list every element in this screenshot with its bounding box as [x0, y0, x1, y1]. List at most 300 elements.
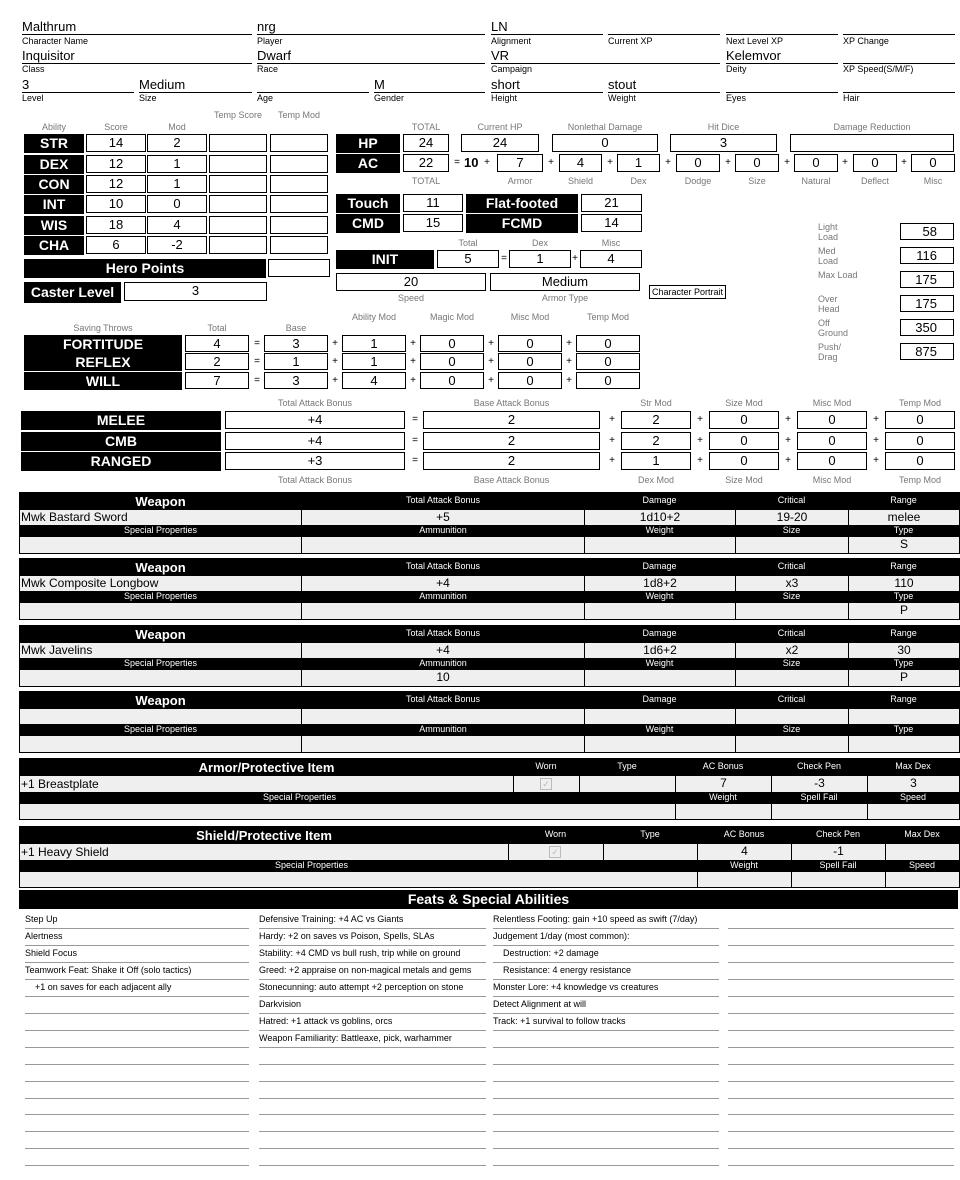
weapon-size-header: Size — [782, 591, 801, 601]
feat-line[interactable]: Destruction: +2 damage — [493, 946, 719, 963]
flat-footed-value[interactable]: 21 — [581, 194, 642, 212]
ac-size[interactable]: 0 — [735, 154, 779, 172]
feat-line[interactable] — [728, 1014, 954, 1031]
height-field[interactable] — [491, 76, 603, 93]
feat-line[interactable] — [728, 1115, 954, 1132]
armor-max-dex[interactable]: 3 — [867, 776, 959, 792]
weapon-weight-header: Weight — [645, 591, 674, 601]
init-dex[interactable]: 1 — [509, 250, 571, 268]
feat-line[interactable]: Relentless Footing: gain +10 speed as swift (7/day) — [493, 912, 719, 929]
character-portrait[interactable]: Character Portrait — [649, 285, 726, 299]
weapon-type[interactable]: P — [848, 670, 959, 686]
ability-int-score[interactable]: 10 — [86, 195, 146, 213]
feat-line[interactable] — [493, 1031, 719, 1048]
ability-int: INT — [24, 195, 84, 214]
shield-speed[interactable] — [885, 872, 959, 887]
weapon-critical[interactable]: 19-20 — [735, 510, 848, 525]
feat-line[interactable] — [259, 1048, 486, 1065]
weight-value: stout — [608, 77, 637, 92]
over-head-value[interactable]: 175 — [900, 295, 954, 312]
feat-line[interactable] — [728, 963, 954, 980]
level-label: Level — [22, 93, 44, 103]
feat-line[interactable] — [728, 1132, 954, 1149]
weapon-type[interactable] — [848, 736, 959, 752]
feat-line[interactable] — [259, 1149, 486, 1166]
weapon-ammo[interactable] — [301, 537, 584, 553]
hair-field[interactable] — [843, 76, 955, 93]
fortitude-misc[interactable]: 0 — [498, 335, 562, 352]
ability-con-temp-score[interactable] — [209, 175, 267, 193]
ability-dex-temp-mod[interactable] — [270, 155, 328, 173]
feat-line[interactable] — [728, 912, 954, 929]
feat-line[interactable] — [25, 1149, 249, 1166]
hp-total[interactable]: 24 — [403, 134, 449, 152]
armor-name[interactable]: +1 Breastplate — [21, 777, 99, 791]
weapon-size[interactable] — [735, 603, 848, 619]
cmd-value[interactable]: 15 — [403, 214, 463, 232]
melee-base[interactable]: 2 — [423, 411, 600, 429]
weapon-type[interactable]: P — [848, 603, 959, 619]
feat-line[interactable] — [493, 1065, 719, 1082]
feat-line[interactable] — [728, 1065, 954, 1082]
hp-total-header: TOTAL — [411, 122, 441, 132]
plus-sign: + — [410, 356, 416, 367]
fortitude-magic[interactable]: 0 — [420, 335, 484, 352]
size-value: Medium — [139, 77, 186, 92]
weapon-critical-header: Critical — [777, 561, 806, 571]
feat-line[interactable] — [728, 929, 954, 946]
alignment-field[interactable] — [491, 18, 603, 35]
race-label: Race — [257, 64, 279, 74]
weapon-critical[interactable]: x3 — [735, 576, 848, 591]
melee-size-mod[interactable]: 0 — [709, 411, 779, 429]
hero-points-field[interactable] — [268, 259, 330, 277]
feat-line[interactable] — [259, 1115, 486, 1132]
player-label: Player — [257, 36, 283, 46]
feat-line[interactable]: Darkvision — [259, 997, 486, 1014]
weapon-range[interactable]: 110 — [848, 576, 959, 591]
feat-line[interactable] — [259, 1065, 486, 1082]
feat-line[interactable]: Stonecunning: auto attempt +2 perception on stone — [259, 980, 486, 997]
reflex-temp[interactable]: 0 — [576, 353, 640, 370]
equals-sign: = — [501, 253, 507, 264]
save-ability-header: Ability Mod — [351, 312, 396, 322]
feat-line[interactable] — [493, 1098, 719, 1115]
cmb-base[interactable]: 2 — [423, 432, 600, 450]
melee-temp-mod[interactable]: 0 — [885, 411, 955, 429]
off-ground-value[interactable]: 350 — [900, 319, 954, 336]
plus-sign: + — [332, 338, 338, 349]
fortitude-temp[interactable]: 0 — [576, 335, 640, 352]
fcmd-value[interactable]: 14 — [581, 214, 642, 232]
equals-sign: = — [412, 435, 418, 446]
save-total-header: Total — [207, 323, 227, 333]
feat-line[interactable] — [728, 1098, 954, 1115]
current-xp-field[interactable] — [608, 18, 720, 35]
ac-dodge[interactable]: 0 — [676, 154, 720, 172]
plus-sign: + — [566, 375, 572, 386]
feat-line[interactable] — [25, 1115, 249, 1132]
over-head-label: Over Head — [818, 294, 840, 314]
weapon-damage[interactable]: 1d8+2 — [584, 576, 735, 591]
max-load-value[interactable]: 175 — [900, 271, 954, 288]
level-value: 3 — [22, 77, 30, 92]
feat-line[interactable] — [259, 1132, 486, 1149]
feat-line[interactable] — [728, 997, 954, 1014]
feat-line[interactable]: Judgement 1/day (most common): — [493, 929, 719, 946]
ranged-size-mod[interactable]: 0 — [709, 452, 779, 470]
will-ability[interactable]: 4 — [342, 372, 406, 389]
ability-str-temp-score[interactable] — [209, 134, 267, 152]
race-value: Dwarf — [257, 48, 291, 63]
race-field[interactable] — [257, 47, 485, 64]
plus-sign: + — [488, 375, 494, 386]
armor-worn-checkbox[interactable]: ✓ — [540, 778, 552, 790]
alignment-value: LN — [491, 19, 508, 34]
feat-line[interactable] — [728, 1048, 954, 1065]
ability-wis-mod[interactable]: 4 — [147, 216, 207, 234]
weapon-total-header: Total Attack Bonus — [405, 694, 481, 704]
cmb-str-mod[interactable]: 2 — [621, 432, 691, 450]
ability-wis-score[interactable]: 18 — [86, 216, 146, 234]
class-label: Class — [22, 64, 45, 74]
base-attack-footer: Base Attack Bonus — [473, 475, 550, 485]
deity-label: Deity — [726, 64, 747, 74]
flat-footed-label: Flat-footed — [466, 194, 578, 213]
feat-line[interactable] — [728, 1149, 954, 1166]
weapon-ammo[interactable] — [301, 603, 584, 619]
plus-sign: + — [697, 414, 703, 425]
touch-label: Touch — [336, 194, 400, 213]
ac-shield[interactable]: 4 — [559, 154, 602, 172]
feat-line[interactable]: +1 on saves for each adjacent ally — [25, 980, 249, 997]
feat-line[interactable]: Greed: +2 appraise on non-magical metals and gems — [259, 963, 486, 980]
feat-line[interactable] — [25, 997, 249, 1014]
ability-dex-score[interactable]: 12 — [86, 155, 146, 173]
will-total[interactable]: 7 — [185, 372, 249, 389]
weapon-name[interactable]: Mwk Javelins — [21, 643, 93, 657]
gender-field[interactable] — [374, 76, 485, 93]
weapon-damage[interactable]: 1d6+2 — [584, 643, 735, 658]
weapon-range[interactable]: 30 — [848, 643, 959, 658]
weapon-block — [19, 625, 960, 687]
weapon-type-header: Type — [893, 724, 914, 734]
size-mod-footer: Size Mod — [725, 475, 763, 485]
ability-con-temp-mod[interactable] — [270, 175, 328, 193]
feat-line[interactable] — [25, 1048, 249, 1065]
feat-line[interactable]: Alertness — [25, 929, 249, 946]
hp-label: HP — [336, 134, 400, 153]
feat-line[interactable]: Shield Focus — [25, 946, 249, 963]
shield-speed-header: Speed — [908, 860, 936, 870]
feat-line[interactable] — [728, 946, 954, 963]
feat-line[interactable]: Defensive Training: +4 AC vs Giants — [259, 912, 486, 929]
init-misc[interactable]: 4 — [580, 250, 642, 268]
feat-line[interactable] — [493, 1132, 719, 1149]
caster-level-value[interactable]: 3 — [124, 282, 267, 301]
ability-cha-temp-mod[interactable] — [270, 236, 328, 254]
feat-line[interactable] — [259, 1082, 486, 1099]
will-base[interactable]: 3 — [264, 372, 328, 389]
feat-line[interactable] — [728, 1031, 954, 1048]
eyes-field[interactable] — [726, 76, 838, 93]
reflex-misc[interactable]: 0 — [498, 353, 562, 370]
weapon-special-header: Special Properties — [123, 525, 198, 535]
ranged-dex-mod[interactable]: 1 — [621, 452, 691, 470]
will-misc[interactable]: 0 — [498, 372, 562, 389]
feat-line[interactable] — [25, 1132, 249, 1149]
weapon-name[interactable]: Mwk Bastard Sword — [21, 510, 128, 524]
feat-line[interactable] — [493, 1149, 719, 1166]
init-misc-header: Misc — [601, 238, 621, 248]
weapon-special-header: Special Properties — [123, 591, 198, 601]
armor-check-penalty[interactable]: -3 — [771, 776, 867, 792]
reflex-total[interactable]: 2 — [185, 353, 249, 370]
campaign-value: VR — [491, 48, 510, 63]
hit-dice[interactable]: 3 — [670, 134, 777, 152]
plus-sign: + — [785, 435, 791, 446]
armor-speed[interactable] — [867, 804, 959, 819]
reflex-magic[interactable]: 0 — [420, 353, 484, 370]
ac-total[interactable]: 22 — [403, 154, 449, 172]
melee-total[interactable]: +4 — [225, 411, 405, 429]
weapon-weight[interactable] — [584, 537, 735, 553]
push-drag-value[interactable]: 875 — [900, 343, 954, 360]
feat-line[interactable] — [25, 1031, 249, 1048]
ability-int-temp-mod[interactable] — [270, 195, 328, 213]
feat-line[interactable] — [259, 1098, 486, 1115]
armor-check-header: Check Pen — [796, 761, 842, 771]
size-field[interactable] — [139, 76, 252, 93]
feat-line[interactable]: Teamwork Feat: Shake it Off (solo tactics) — [25, 963, 249, 980]
fortitude-ability[interactable]: 1 — [342, 335, 406, 352]
weapon-critical[interactable] — [735, 709, 848, 724]
weapon-block — [19, 691, 960, 753]
ac-armor[interactable]: 7 — [497, 154, 543, 172]
feat-line[interactable]: Detect Alignment at will — [493, 997, 719, 1014]
height-value: short — [491, 77, 520, 92]
fcmd-label: FCMD — [466, 214, 578, 233]
ac-misc[interactable]: 0 — [911, 154, 955, 172]
xp-speed-field[interactable] — [843, 47, 955, 64]
weapon-ammo[interactable]: 10 — [301, 670, 584, 686]
cmb-total[interactable]: +4 — [225, 432, 405, 450]
armor-ac-bonus[interactable]: 7 — [675, 776, 771, 792]
weapon-range[interactable]: melee — [848, 510, 959, 525]
weapon-weight[interactable] — [584, 603, 735, 619]
base-attack-header: Base Attack Bonus — [473, 398, 550, 408]
weapon-total-header: Total Attack Bonus — [405, 495, 481, 505]
ability-dex-mod[interactable]: 1 — [147, 155, 207, 173]
ranged-misc-mod[interactable]: 0 — [797, 452, 867, 470]
fortitude-base[interactable]: 3 — [264, 335, 328, 352]
weapon-type[interactable]: S — [848, 537, 959, 553]
campaign-label: Campaign — [491, 64, 533, 74]
weapon-name[interactable]: Mwk Composite Longbow — [21, 576, 159, 590]
shield-special-header: Special Properties — [274, 860, 349, 870]
feat-line[interactable] — [493, 1115, 719, 1132]
fortitude-total[interactable]: 4 — [185, 335, 249, 352]
cmb-temp-mod[interactable]: 0 — [885, 432, 955, 450]
init-label: INIT — [336, 250, 434, 269]
feat-line[interactable] — [493, 1082, 719, 1099]
ability-wis-temp-score[interactable] — [209, 216, 267, 234]
ability-str-temp-mod[interactable] — [270, 134, 328, 152]
ac-deflect[interactable]: 0 — [853, 154, 897, 172]
ability-str-mod[interactable]: 2 — [147, 134, 207, 152]
feat-line[interactable]: Track: +1 survival to follow tracks — [493, 1014, 719, 1031]
ac-dex[interactable]: 1 — [617, 154, 660, 172]
feat-line[interactable] — [25, 1014, 249, 1031]
feat-line[interactable]: Resistance: 4 energy resistance — [493, 963, 719, 980]
ability-wis-temp-mod[interactable] — [270, 216, 328, 234]
shield-name[interactable]: +1 Heavy Shield — [21, 845, 109, 859]
weapon-damage[interactable]: 1d10+2 — [584, 510, 735, 525]
hp-nonlethal[interactable]: 0 — [552, 134, 658, 152]
weapon-total[interactable]: +5 — [301, 510, 584, 525]
ability-str: STR — [24, 134, 84, 153]
ability-dex-temp-score[interactable] — [209, 155, 267, 173]
weapon-range[interactable] — [848, 709, 959, 724]
touch-value[interactable]: 11 — [403, 194, 463, 212]
size-mod-header: Size Mod — [725, 398, 763, 408]
feat-line[interactable] — [728, 980, 954, 997]
weapon-critical-header: Critical — [777, 694, 806, 704]
melee-misc-mod[interactable]: 0 — [797, 411, 867, 429]
weapon-total[interactable]: +4 — [301, 643, 584, 658]
class-value: Inquisitor — [22, 48, 75, 63]
ac-misc-header: Misc — [923, 176, 943, 186]
deity-field[interactable] — [726, 47, 838, 64]
weapon-damage-header: Damage — [642, 561, 677, 571]
ranged-total[interactable]: +3 — [225, 452, 405, 470]
shield-block — [19, 826, 960, 888]
feat-line[interactable]: Weapon Familiarity: Battleaxe, pick, warhammer — [259, 1031, 486, 1048]
xp-change-label: XP Change — [843, 36, 889, 46]
shield-weight[interactable] — [697, 872, 791, 887]
total-attack-header: Total Attack Bonus — [277, 398, 353, 408]
weapon-total-header: Total Attack Bonus — [405, 561, 481, 571]
weapon-size[interactable] — [735, 537, 848, 553]
height-label: Height — [491, 93, 518, 103]
mod-header: Mod — [168, 122, 186, 132]
weapon-weight[interactable] — [584, 736, 735, 752]
ranged-label: RANGED — [21, 452, 221, 471]
shield-type[interactable] — [603, 844, 697, 860]
temp-mod-header: Temp Mod — [898, 398, 942, 408]
ranged-temp-mod[interactable]: 0 — [885, 452, 955, 470]
init-total[interactable]: 5 — [437, 250, 499, 268]
armor-type-value[interactable]: Medium — [490, 273, 640, 291]
speed-value[interactable]: 20 — [336, 273, 486, 291]
weapon-ammo[interactable] — [301, 736, 584, 752]
ac-natural[interactable]: 0 — [794, 154, 838, 172]
save-reflex: REFLEX — [24, 353, 182, 371]
feat-line[interactable]: Monster Lore: +4 knowledge vs creatures — [493, 980, 719, 997]
light-load-value[interactable]: 58 — [900, 223, 954, 240]
armor-ac-header: AC Bonus — [702, 761, 744, 771]
feat-line[interactable]: Hardy: +2 on saves vs Poison, Spells, SLAs — [259, 929, 486, 946]
shield-max-dex[interactable] — [885, 844, 959, 860]
feat-line[interactable] — [493, 1048, 719, 1065]
player-field[interactable] — [257, 18, 485, 35]
cmb-size-mod[interactable]: 0 — [709, 432, 779, 450]
weapon-size-header: Size — [782, 724, 801, 734]
misc-mod-header: Misc Mod — [812, 398, 852, 408]
feat-line[interactable] — [25, 1082, 249, 1099]
med-load-value[interactable]: 116 — [900, 247, 954, 264]
feat-line[interactable] — [25, 1098, 249, 1115]
ability-str-score[interactable]: 14 — [86, 134, 146, 152]
weapon-title: Weapon — [135, 627, 186, 642]
plus-sign: + — [488, 356, 494, 367]
weapon-damage[interactable] — [584, 709, 735, 724]
ability-int-mod[interactable]: 0 — [147, 195, 207, 213]
shield-ac-bonus[interactable]: 4 — [697, 844, 791, 860]
feat-line[interactable] — [25, 1065, 249, 1082]
weight-field[interactable] — [608, 76, 720, 93]
ability-int-temp-score[interactable] — [209, 195, 267, 213]
shield-worn-checkbox[interactable]: ✓ — [549, 846, 561, 858]
next-level-xp-field[interactable] — [726, 18, 838, 35]
class-field[interactable] — [22, 47, 252, 64]
reflex-base[interactable]: 1 — [264, 353, 328, 370]
level-field[interactable] — [22, 76, 134, 93]
dex-mod-footer: Dex Mod — [637, 475, 674, 485]
feat-line[interactable]: Step Up — [25, 912, 249, 929]
weapon-range-header: Range — [890, 561, 917, 571]
hp-current[interactable]: 24 — [461, 134, 539, 152]
armor-spell-fail[interactable] — [771, 804, 867, 819]
weapon-size[interactable] — [735, 736, 848, 752]
campaign-field[interactable] — [491, 47, 720, 64]
ability-cha-mod[interactable]: -2 — [147, 236, 207, 254]
ac-dex-header: Dex — [630, 176, 647, 186]
ability-cha-temp-score[interactable] — [209, 236, 267, 254]
ranged-base[interactable]: 2 — [423, 452, 600, 470]
weapon-total[interactable] — [301, 709, 584, 724]
feat-line[interactable] — [728, 1082, 954, 1099]
armor-weight[interactable] — [675, 804, 771, 819]
will-magic[interactable]: 0 — [420, 372, 484, 389]
character-name-label: Character Name — [22, 36, 89, 46]
character-name-field[interactable] — [22, 18, 252, 35]
melee-str-mod[interactable]: 2 — [621, 411, 691, 429]
age-field[interactable] — [257, 76, 369, 93]
shield-check-penalty[interactable]: -1 — [791, 844, 885, 860]
melee-label: MELEE — [21, 411, 221, 430]
weapon-total[interactable]: +4 — [301, 576, 584, 591]
weapon-critical[interactable]: x2 — [735, 643, 848, 658]
ac-size-header: Size — [748, 176, 766, 186]
ability-con: CON — [24, 175, 84, 194]
xp-change-field[interactable] — [843, 18, 955, 35]
reflex-ability[interactable]: 1 — [342, 353, 406, 370]
feat-line[interactable]: Stability: +4 CMD vs bull rush, trip while on ground — [259, 946, 486, 963]
feat-line[interactable]: Hatred: +1 attack vs goblins, orcs — [259, 1014, 486, 1031]
cmb-misc-mod[interactable]: 0 — [797, 432, 867, 450]
dr-header: Damage Reduction — [833, 122, 911, 132]
ability-con-mod[interactable]: 1 — [147, 175, 207, 193]
ability-cha-score[interactable]: 6 — [86, 236, 146, 254]
shield-spell-fail[interactable] — [791, 872, 885, 887]
damage-reduction[interactable] — [790, 134, 954, 152]
weapon-size[interactable] — [735, 670, 848, 686]
will-temp[interactable]: 0 — [576, 372, 640, 389]
weapon-weight[interactable] — [584, 670, 735, 686]
ability-con-score[interactable]: 12 — [86, 175, 146, 193]
armor-type[interactable] — [579, 776, 675, 792]
